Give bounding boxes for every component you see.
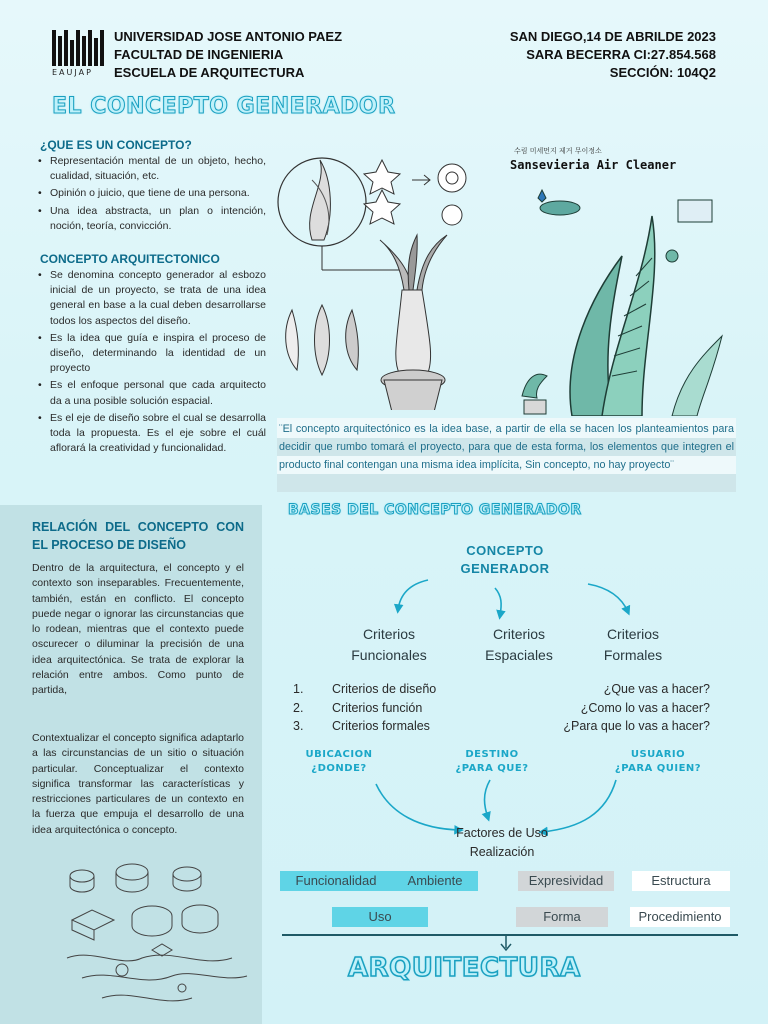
sansevieria-illustration bbox=[502, 146, 738, 416]
page-title: EL CONCEPTO GENERADOR bbox=[52, 94, 396, 119]
list-text: Criterios función bbox=[332, 700, 423, 715]
chip-funcionalidad-ambiente bbox=[280, 871, 478, 891]
relacion-paragraph-1: Dentro de la arquitectura, el concepto y el contexto son inseparables. Frecuentemente, también, están en conflicto. El concepto puede negar o ignorar las circunstancias que lo rodean, mientras que el contexto puede oscurecer o diluminar la precisión de una idea arquitectónica. Se trata de explorar la relación entre ambos. Como punto de partida, bbox=[32, 562, 244, 697]
label-title: USUARIO bbox=[630, 749, 686, 760]
question-item: ¿Para que lo vas a hacer? bbox=[563, 719, 710, 733]
architecture-sketch bbox=[62, 858, 258, 1018]
label-question: ¿DONDE? bbox=[311, 763, 367, 774]
document-meta bbox=[510, 28, 716, 82]
questions-list bbox=[520, 680, 710, 736]
quote-box bbox=[277, 418, 736, 490]
chip-forma: Forma bbox=[516, 907, 608, 927]
faculty-name: FACULTAD DE INGENIERIA bbox=[114, 47, 284, 62]
list-item: • Representación mental de un objeto, hecho, cualidad, situación, etc. bbox=[38, 154, 266, 184]
chip-ambiente: Ambiente bbox=[407, 873, 463, 888]
plant-title: Sansevieria Air Cleaner bbox=[510, 158, 677, 172]
institution-block bbox=[114, 28, 342, 82]
plant-sketch-illustration bbox=[272, 140, 502, 410]
label-title: DESTINO bbox=[465, 749, 519, 760]
korean-caption: 수림 미세먼지 제거 무이정소 bbox=[514, 147, 602, 155]
list-text: Criterios de diseño bbox=[332, 682, 437, 696]
criterio-line: Funcionales bbox=[351, 647, 427, 663]
criterios-funcionales bbox=[334, 624, 444, 666]
list-item bbox=[290, 680, 470, 699]
arquitectura-title: ARQUITECTURA bbox=[348, 953, 581, 983]
list-item: • Es el eje de diseño sobre el cual se desarrolla toda la propuesta. Es el eje sobre el cuál aflorará la creatividad y funcionalidad. bbox=[38, 411, 266, 457]
chip-procedimiento: Procedimiento bbox=[630, 907, 730, 927]
concepto-word: CONCEPTO bbox=[466, 543, 544, 558]
concepto-arq-heading: CONCEPTO ARQUITECTONICO bbox=[40, 252, 220, 266]
author-line: SARA BECERRA CI:27.854.568 bbox=[526, 47, 716, 62]
list-item bbox=[290, 717, 470, 736]
label-title: UBICACION bbox=[305, 749, 373, 760]
section-line: SECCIÓN: 104Q2 bbox=[609, 65, 716, 80]
label-question: ¿PARA QUIEN? bbox=[614, 763, 702, 774]
quote-highlight-band bbox=[277, 474, 736, 492]
plant-drawing bbox=[502, 176, 738, 416]
relacion-paragraph-2: Contextualizar el concepto significa adaptarlo a las circunstancias de un sitio o situación particular. Conceptualizar el contexto significa transformar las características y restricciones particulares de un contexto en la fuerza que empuja el desarrollo de una idea arquitectónica o concepto. bbox=[32, 732, 244, 836]
question-item: ¿Que vas a hacer? bbox=[603, 682, 710, 696]
chip-expresividad: Expresividad bbox=[518, 871, 614, 891]
criterio-line: Espaciales bbox=[485, 647, 553, 663]
usuario-label bbox=[596, 748, 720, 776]
label-question: ¿PARA QUE? bbox=[455, 763, 529, 774]
list-item: • Es el enfoque personal que cada arquitecto da a una posible solución espacial. bbox=[38, 378, 266, 408]
que-es-heading: ¿QUE ES UN CONCEPTO? bbox=[40, 138, 192, 152]
ubicacion-label bbox=[284, 748, 394, 776]
list-number: 3. bbox=[293, 719, 304, 733]
generador-word: GENERADOR bbox=[460, 561, 550, 576]
criterio-line: Criterios bbox=[362, 626, 416, 642]
factores-line: Realización bbox=[469, 845, 535, 859]
factores-node bbox=[430, 824, 574, 862]
criterios-espaciales bbox=[464, 624, 574, 666]
factores-line: Factores de Uso bbox=[456, 826, 548, 840]
criterio-line: Criterios bbox=[606, 626, 660, 642]
concepto-generador-node bbox=[430, 542, 580, 578]
down-arrow-icon bbox=[496, 934, 516, 954]
list-item: • Opinión o juicio, que tiene de una persona. bbox=[38, 186, 266, 201]
quote-text: ¨El concepto arquitectónico es la idea base, a partir de ella se hacen los planteamientos para decidir que rumbo tomará el proyecto, para que de esta forma, los elementos que integren el producto final contengan una misma idea implícita, Sin concepto, no hay proyecto¨ bbox=[279, 423, 734, 471]
chip-estructura: Estructura bbox=[632, 871, 730, 891]
numbered-criteria-list bbox=[290, 680, 470, 736]
list-item: • Una idea abstracta, un plan o intención, noción, teoría, convicción. bbox=[38, 204, 266, 234]
list-number: 1. bbox=[293, 682, 304, 696]
relacion-heading: RELACIÓN DEL CONCEPTO CON EL PROCESO DE DISEÑO bbox=[32, 520, 244, 552]
school-name: ESCUELA DE ARQUITECTURA bbox=[114, 65, 305, 80]
logo-text: EAUJAP bbox=[52, 68, 93, 77]
criterio-line: Formales bbox=[603, 647, 663, 663]
concepto-arq-list bbox=[38, 268, 266, 458]
chip-uso: Uso bbox=[332, 907, 428, 927]
question-item: ¿Como lo vas a hacer? bbox=[580, 700, 710, 715]
list-text: Criterios formales bbox=[332, 719, 430, 733]
list-number: 2. bbox=[293, 700, 304, 715]
date-line: SAN DIEGO,14 DE ABRILDE 2023 bbox=[509, 29, 716, 44]
list-item: • Se denomina concepto generador al esbozo inicial de un proyecto, se trata de una idea general en base a la cual deben desarrollarse todos los aspectos del diseño. bbox=[38, 268, 266, 329]
list-item: • Es la idea que guía e inspira el proceso de diseño, determinando la identidad de un proyecto bbox=[38, 331, 266, 377]
university-logo bbox=[52, 30, 104, 78]
bases-title: BASES DEL CONCEPTO GENERADOR bbox=[288, 502, 582, 518]
university-name: UNIVERSIDAD JOSE ANTONIO PAEZ bbox=[114, 29, 343, 44]
criterio-line: Criterios bbox=[492, 626, 546, 642]
list-item bbox=[290, 699, 470, 718]
criterios-formales bbox=[580, 624, 686, 666]
chip-funcionalidad: Funcionalidad bbox=[295, 873, 377, 888]
destino-label bbox=[432, 748, 552, 776]
que-es-list bbox=[38, 154, 266, 236]
